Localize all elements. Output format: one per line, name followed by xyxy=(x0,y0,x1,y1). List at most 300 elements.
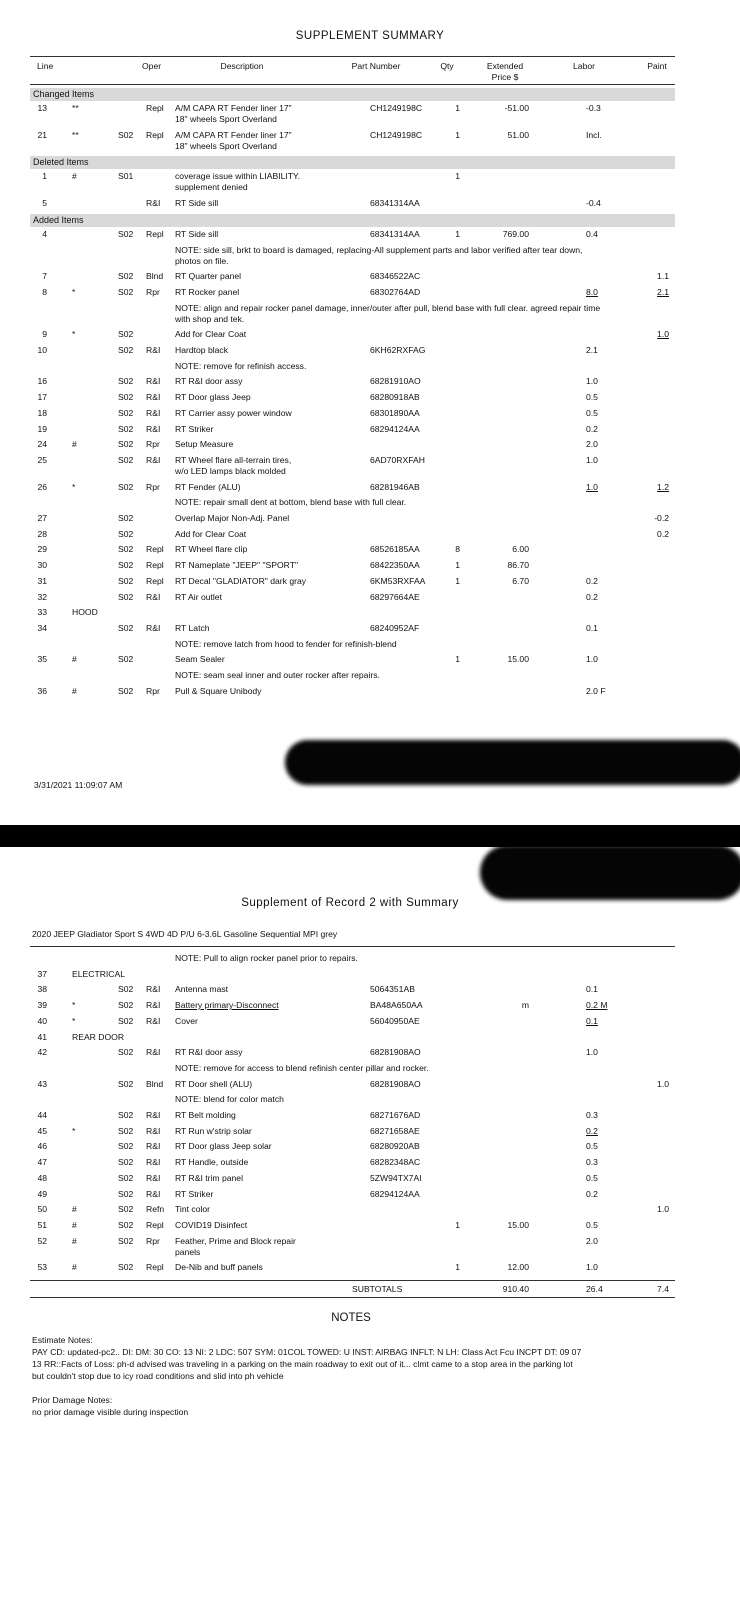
supplement-code: S02 xyxy=(118,1157,134,1168)
operation-code: R&I xyxy=(146,984,161,995)
description-text: Overlap Major Non-Adj. Panel xyxy=(175,513,290,523)
line-number: 49 xyxy=(37,1188,47,1199)
labor-hours: 0.5 xyxy=(586,1219,598,1230)
line-number: 53 xyxy=(37,1262,47,1273)
description-text: Feather, Prime and Block repair xyxy=(175,1235,296,1246)
line-number: 51 xyxy=(37,1219,47,1230)
supplement-code: S01 xyxy=(118,171,134,182)
part-number: 68281908AO xyxy=(370,1047,421,1058)
part-number: 68271676AD xyxy=(370,1110,421,1120)
operation-code: Blnd xyxy=(146,1078,164,1089)
labor-hours: 0.5 xyxy=(586,1141,598,1152)
note-text: NOTE: blend for color match xyxy=(175,1094,284,1105)
description-text: A/M CAPA RT Fender liner 17" xyxy=(175,103,292,113)
notes-line: Estimate Notes: xyxy=(32,1335,93,1345)
part-number: 5ZW94TX7AI xyxy=(370,1172,422,1183)
description-text: supplement denied xyxy=(175,182,248,193)
description-text: w/o LED lamps black molded xyxy=(175,465,286,476)
operation-code: Repl xyxy=(146,575,164,586)
extended-price: 769.00 xyxy=(502,228,529,239)
paint-hours: 1.0 xyxy=(657,1078,669,1089)
group-header xyxy=(30,88,675,101)
supplement-code: S02 xyxy=(118,1262,134,1273)
operation-code: R&I xyxy=(146,1047,161,1058)
operation-code: Repl xyxy=(146,129,164,140)
paint-hours: 1.0 xyxy=(657,1204,669,1215)
supplement-code: S02 xyxy=(118,286,134,297)
estimate-page-2 xyxy=(0,847,740,1600)
supplement-code: S02 xyxy=(118,376,134,387)
line-number: 8 xyxy=(42,286,47,297)
column-header-label: Oper xyxy=(142,61,162,71)
description-text: RT Wheel flare clip xyxy=(175,544,248,555)
extended-price: m xyxy=(521,1000,529,1011)
line-marker: * xyxy=(72,481,76,492)
part-number: 68281910AO xyxy=(370,376,421,387)
description-text: RT Belt molding xyxy=(175,1110,236,1120)
labor-hours: 0.2 xyxy=(586,591,598,602)
line-number: 44 xyxy=(37,1110,47,1120)
group-header-label: Changed Items xyxy=(33,89,95,99)
line-number: 9 xyxy=(42,329,47,340)
line-number: 4 xyxy=(42,228,47,239)
part-number: 68297664AE xyxy=(370,591,420,602)
line-marker: * xyxy=(72,1015,76,1026)
supplement-code: S02 xyxy=(118,984,134,995)
line-marker: # xyxy=(72,685,77,696)
note-text: NOTE: remove for refinish access. xyxy=(175,360,307,371)
line-number: 27 xyxy=(37,513,47,523)
description-text: Add for Clear Coat xyxy=(175,329,247,340)
supplement-code: S02 xyxy=(118,685,134,696)
line-marker: # xyxy=(72,439,77,450)
description-text: Hardtop black xyxy=(175,345,229,355)
line-number: 25 xyxy=(37,454,47,465)
extended-price: 15.00 xyxy=(507,654,529,665)
operation-code: R&I xyxy=(146,1157,161,1168)
operation-code: Refn xyxy=(146,1204,165,1215)
supplement-code: S02 xyxy=(118,1015,134,1026)
line-number: 52 xyxy=(37,1235,47,1246)
labor-hours: -0.4 xyxy=(586,198,601,209)
line-number: 16 xyxy=(37,376,47,387)
supplement-code: S02 xyxy=(118,271,134,282)
line-number: 48 xyxy=(37,1172,47,1183)
operation-code: R&I xyxy=(146,376,161,387)
description-text: Cover xyxy=(175,1015,198,1026)
part-number: 68301890AA xyxy=(370,407,420,418)
description-text: RT R&I door assy xyxy=(175,1047,243,1058)
quantity: 1 xyxy=(455,171,460,182)
description-text: 18" wheels Sport Overland xyxy=(175,114,277,124)
note-text: NOTE: side sill, brkt to board is damaged, replacing-All supplement parts and labor verified after tear down, xyxy=(175,244,583,255)
line-marker: ** xyxy=(72,103,79,113)
description-text: 18" wheels Sport Overland xyxy=(175,140,277,151)
part-number: 5064351AB xyxy=(370,984,415,995)
line-number: 28 xyxy=(37,528,47,539)
supplement-code: S02 xyxy=(118,345,134,355)
operation-code: R&I xyxy=(146,198,161,209)
labor-hours: 1.0 xyxy=(586,481,598,492)
labor-hours: 0.1 xyxy=(586,622,598,633)
description-text: RT Air outlet xyxy=(175,591,222,602)
supplement-code: S02 xyxy=(118,481,134,492)
description-text: Pull & Square Unibody xyxy=(175,685,262,696)
description-text: Antenna mast xyxy=(175,984,229,995)
part-number: 68526185AA xyxy=(370,544,420,555)
rule-line xyxy=(30,84,675,85)
line-number: 24 xyxy=(37,439,47,450)
description-text: RT Handle, outside xyxy=(175,1157,249,1168)
line-number: 5 xyxy=(42,198,47,209)
description-text: RT Carrier assy power window xyxy=(175,407,292,418)
supplement-code: S02 xyxy=(118,513,134,523)
supplement-code: S02 xyxy=(118,407,134,418)
column-header-label: Qty xyxy=(440,61,454,71)
quantity: 1 xyxy=(455,228,460,239)
operation-code: Rpr xyxy=(146,1235,160,1246)
labor-hours: 1.0 xyxy=(586,1262,598,1273)
extended-price: 6.00 xyxy=(512,544,529,555)
line-marker: # xyxy=(72,654,77,665)
description-text: RT R&I trim panel xyxy=(175,1172,243,1183)
notes-title: NOTES xyxy=(331,1312,371,1324)
line-marker: ** xyxy=(72,129,79,140)
page-title: Supplement of Record 2 with Summary xyxy=(241,897,459,909)
group-header xyxy=(30,156,675,169)
notes-line: 13 RR::Facts of Loss: ph-d advised was traveling in a parking on the main roadway to exit out of it... clmt came to a stop area in the parking lot xyxy=(32,1359,573,1369)
description-text: RT Nameplate "JEEP" "SPORT" xyxy=(175,560,299,571)
operation-code: Rpr xyxy=(146,481,160,492)
part-number: 6AD70RXFAH xyxy=(370,454,425,465)
operation-code: R&I xyxy=(146,1125,161,1136)
line-number: 10 xyxy=(37,345,47,355)
rule-line xyxy=(30,1280,675,1281)
column-header-label: Part Number xyxy=(351,61,401,71)
part-number: 68281908AO xyxy=(370,1078,421,1089)
description-text: RT Rocker panel xyxy=(175,286,240,297)
line-number: 47 xyxy=(37,1157,47,1168)
supplement-code: S02 xyxy=(118,439,134,450)
operation-code: R&I xyxy=(146,454,161,465)
labor-hours: 0.3 xyxy=(586,1157,598,1168)
operation-code: R&I xyxy=(146,622,161,633)
line-marker: # xyxy=(72,1235,77,1246)
line-number: 33 xyxy=(37,607,47,618)
section-label: REAR DOOR xyxy=(72,1031,125,1042)
line-number: 50 xyxy=(37,1204,47,1215)
line-number: 21 xyxy=(37,129,47,140)
labor-hours: 0.2 M xyxy=(586,1000,608,1011)
description-text: RT Striker xyxy=(175,423,214,434)
supplement-code: S02 xyxy=(118,544,134,555)
operation-code: Rpr xyxy=(146,685,160,696)
subtotal-labor: 26.4 xyxy=(586,1284,603,1294)
description-text: RT R&I door assy xyxy=(175,376,243,387)
line-number: 42 xyxy=(37,1047,47,1058)
supplement-code: S02 xyxy=(118,560,134,571)
description-text: Add for Clear Coat xyxy=(175,528,247,539)
operation-code: R&I xyxy=(146,1188,161,1199)
description-text: Setup Measure xyxy=(175,439,234,450)
column-header-label: Paint xyxy=(647,61,667,71)
description-text: RT Fender (ALU) xyxy=(175,481,241,492)
operation-code: R&I xyxy=(146,407,161,418)
extended-price: 51.00 xyxy=(507,129,529,140)
line-number: 36 xyxy=(37,685,47,696)
operation-code: Rpr xyxy=(146,439,160,450)
quantity: 1 xyxy=(455,560,460,571)
labor-hours: 0.2 xyxy=(586,1188,598,1199)
operation-code: R&I xyxy=(146,1110,161,1120)
redaction-mark xyxy=(285,740,740,785)
group-header-label: Deleted Items xyxy=(33,157,89,168)
line-marker: # xyxy=(72,171,77,182)
paint-hours: 1.2 xyxy=(657,481,669,492)
description-text: RT Door glass Jeep solar xyxy=(175,1141,272,1152)
line-number: 39 xyxy=(37,1000,47,1011)
line-number: 1 xyxy=(42,171,47,182)
line-marker: * xyxy=(72,1000,76,1011)
operation-code: Blnd xyxy=(146,271,164,282)
supplement-code: S02 xyxy=(118,622,134,633)
supplement-code: S02 xyxy=(118,423,134,434)
supplement-code: S02 xyxy=(118,1172,134,1183)
labor-hours: 0.1 xyxy=(586,1015,598,1026)
supplement-code: S02 xyxy=(118,129,134,140)
supplement-code: S02 xyxy=(118,392,134,403)
column-header-label: Line xyxy=(37,61,54,71)
supplement-code: S02 xyxy=(118,1110,134,1120)
supplement-code: S02 xyxy=(118,1204,134,1215)
rule-line xyxy=(30,1297,675,1298)
labor-hours: 0.5 xyxy=(586,392,598,403)
description-text: A/M CAPA RT Fender liner 17" xyxy=(175,129,292,140)
part-number: 68282348AC xyxy=(370,1157,421,1168)
line-marker: * xyxy=(72,1125,76,1136)
operation-code: Repl xyxy=(146,103,164,113)
part-number: 68294124AA xyxy=(370,1188,420,1199)
part-number: 68271658AE xyxy=(370,1125,420,1136)
column-header-label: Extended xyxy=(486,61,524,71)
description-text: RT Wheel flare all-terrain tires, xyxy=(175,454,292,465)
line-marker: * xyxy=(72,286,76,297)
page-title: SUPPLEMENT SUMMARY xyxy=(295,30,445,42)
rule-line xyxy=(30,946,675,947)
part-number: 68281946AB xyxy=(370,481,420,492)
extended-price: 15.00 xyxy=(507,1219,529,1230)
subtotals-label: SUBTOTALS xyxy=(352,1284,403,1294)
part-number: 68294124AA xyxy=(370,423,420,434)
operation-code: R&I xyxy=(146,392,161,403)
extended-price: -51.00 xyxy=(504,103,529,113)
paint-hours: 1.0 xyxy=(657,329,669,340)
extended-price: 86.70 xyxy=(507,560,529,571)
line-number: 17 xyxy=(37,392,47,403)
line-number: 34 xyxy=(37,622,47,633)
line-number: 37 xyxy=(37,968,47,979)
section-label: HOOD xyxy=(72,607,98,618)
note-text: NOTE: seam seal inner and outer rocker after repairs. xyxy=(175,670,380,680)
description-text: Tint color xyxy=(175,1204,211,1215)
description-text: RT Latch xyxy=(175,622,210,633)
supplement-code: S02 xyxy=(118,1078,134,1089)
paint-hours: -0.2 xyxy=(654,513,669,523)
operation-code: Repl xyxy=(146,544,164,555)
line-number: 30 xyxy=(37,560,47,571)
part-number: 6KM53RXFAA xyxy=(370,575,426,586)
supplement-code: S02 xyxy=(118,1125,134,1136)
line-number: 26 xyxy=(37,481,47,492)
description-text: RT Striker xyxy=(175,1188,214,1199)
group-header-label: Added Items xyxy=(33,214,84,225)
part-number: 68240952AF xyxy=(370,622,420,633)
supplement-code: S02 xyxy=(118,1188,134,1199)
labor-hours: 2.0 F xyxy=(586,685,606,696)
line-number: 40 xyxy=(37,1015,47,1026)
operation-code: R&I xyxy=(146,1172,161,1183)
part-number: 68346522AC xyxy=(370,271,421,282)
supplement-code: S02 xyxy=(118,454,134,465)
note-text: NOTE: remove for access to blend refinish center pillar and rocker. xyxy=(175,1062,429,1073)
note-text: NOTE: align and repair rocker panel damage, inner/outer after pull, blend base with full clear. agreed repair time xyxy=(175,302,601,313)
labor-hours: 0.5 xyxy=(586,1172,598,1183)
group-header xyxy=(30,214,675,227)
supplement-code: S02 xyxy=(118,654,134,665)
column-header-label: Description xyxy=(220,61,264,71)
description-text: COVID19 Disinfect xyxy=(175,1219,248,1230)
part-number: 68302764AD xyxy=(370,286,421,297)
operation-code: Repl xyxy=(146,228,164,239)
section-label: ELECTRICAL xyxy=(72,968,126,979)
note-text: NOTE: repair small dent at bottom, blend base with full clear. xyxy=(175,497,407,508)
description-text: RT Quarter panel xyxy=(175,271,242,282)
part-number: 68341314AA xyxy=(370,228,420,239)
line-number: 7 xyxy=(42,271,47,282)
paint-hours: 1.1 xyxy=(657,271,669,282)
labor-hours: 0.5 xyxy=(586,407,598,418)
line-marker: # xyxy=(72,1204,77,1215)
supplement-code: S02 xyxy=(118,1235,134,1246)
operation-code: R&I xyxy=(146,345,161,355)
supplement-code: S02 xyxy=(118,528,134,539)
labor-hours: Incl. xyxy=(586,129,602,140)
labor-hours: 8.0 xyxy=(586,286,598,297)
labor-hours: 0.1 xyxy=(586,984,598,995)
description-text: RT Run w'strip solar xyxy=(175,1125,252,1136)
extended-price: 12.00 xyxy=(507,1262,529,1273)
description-text: RT Door shell (ALU) xyxy=(175,1078,253,1089)
line-number: 13 xyxy=(37,103,47,113)
labor-hours: 0.2 xyxy=(586,575,598,586)
line-number: 41 xyxy=(37,1031,47,1042)
operation-code: R&I xyxy=(146,1000,161,1011)
line-number: 19 xyxy=(37,423,47,434)
line-number: 18 xyxy=(37,407,47,418)
line-number: 35 xyxy=(37,654,47,665)
line-marker: # xyxy=(72,1262,77,1273)
notes-line: no prior damage visible during inspection xyxy=(32,1407,189,1417)
labor-hours: 1.0 xyxy=(586,376,598,387)
labor-hours: 2.0 xyxy=(586,439,598,450)
note-text: NOTE: remove latch from hood to fender for refinish-blend xyxy=(175,638,397,649)
labor-hours: 2.1 xyxy=(586,345,598,355)
operation-code: R&I xyxy=(146,423,161,434)
part-number: 68422350AA xyxy=(370,560,420,571)
description-text: De-Nib and buff panels xyxy=(175,1262,263,1273)
operation-code: Repl xyxy=(146,560,164,571)
part-number: 56040950AE xyxy=(370,1015,420,1026)
operation-code: Repl xyxy=(146,1219,164,1230)
quantity: 1 xyxy=(455,1219,460,1230)
part-number: BA48A650AA xyxy=(370,1000,423,1011)
note-text: NOTE: Pull to align rocker panel prior to repairs. xyxy=(175,953,358,963)
part-number: 68341314AA xyxy=(370,198,420,209)
quantity: 8 xyxy=(455,544,460,555)
line-number: 32 xyxy=(37,591,47,602)
redaction-mark xyxy=(480,847,740,900)
part-number: CH1249198C xyxy=(370,129,423,140)
supplement-code: S02 xyxy=(118,1219,134,1230)
note-text: photos on file. xyxy=(175,255,229,266)
labor-hours: 1.0 xyxy=(586,654,598,665)
line-number: 43 xyxy=(37,1078,47,1089)
operation-code: R&I xyxy=(146,1015,161,1026)
supplement-code: S02 xyxy=(118,228,134,239)
quantity: 1 xyxy=(455,129,460,140)
quantity: 1 xyxy=(455,1262,460,1273)
note-text: with shop and tek. xyxy=(175,313,245,324)
supplement-code: S02 xyxy=(118,1000,134,1011)
operation-code: R&I xyxy=(146,591,161,602)
labor-hours: 1.0 xyxy=(586,454,598,465)
paint-hours: 0.2 xyxy=(657,528,669,539)
line-marker: * xyxy=(72,329,76,340)
line-number: 38 xyxy=(37,984,47,995)
labor-hours: 0.3 xyxy=(586,1110,598,1120)
description-text: RT Side sill xyxy=(175,228,219,239)
column-header-label: Price $ xyxy=(491,72,519,82)
line-number: 45 xyxy=(37,1125,47,1136)
supplement-code: S02 xyxy=(118,1141,134,1152)
part-number: 68280920AB xyxy=(370,1141,420,1152)
labor-hours: 0.4 xyxy=(586,228,598,239)
description-text: RT Side sill xyxy=(175,198,219,209)
extended-price: 6.70 xyxy=(512,575,529,586)
line-number: 46 xyxy=(37,1141,47,1152)
part-number: 68280918AB xyxy=(370,392,420,403)
supplement-code: S02 xyxy=(118,575,134,586)
subtotal-price: 910.40 xyxy=(502,1284,529,1294)
notes-line: but couldn't stop due to icy road conditions and slid into ph vehicle xyxy=(32,1371,284,1381)
notes-line: Prior Damage Notes: xyxy=(32,1395,113,1405)
description-text: RT Door glass Jeep xyxy=(175,392,251,403)
quantity: 1 xyxy=(455,575,460,586)
supplement-code: S02 xyxy=(118,591,134,602)
line-number: 29 xyxy=(37,544,47,555)
line-number: 31 xyxy=(37,575,47,586)
labor-hours: 1.0 xyxy=(586,1047,598,1058)
part-number: CH1249198C xyxy=(370,103,423,113)
description-text: coverage issue within LIABILITY. xyxy=(175,171,300,182)
operation-code: R&I xyxy=(146,1141,161,1152)
quantity: 1 xyxy=(455,103,460,113)
subtotal-paint: 7.4 xyxy=(657,1284,669,1294)
supplement-code: S02 xyxy=(118,329,134,340)
operation-code: Repl xyxy=(146,1262,164,1273)
labor-hours: 0.2 xyxy=(586,1125,598,1136)
labor-hours: -0.3 xyxy=(586,103,601,113)
